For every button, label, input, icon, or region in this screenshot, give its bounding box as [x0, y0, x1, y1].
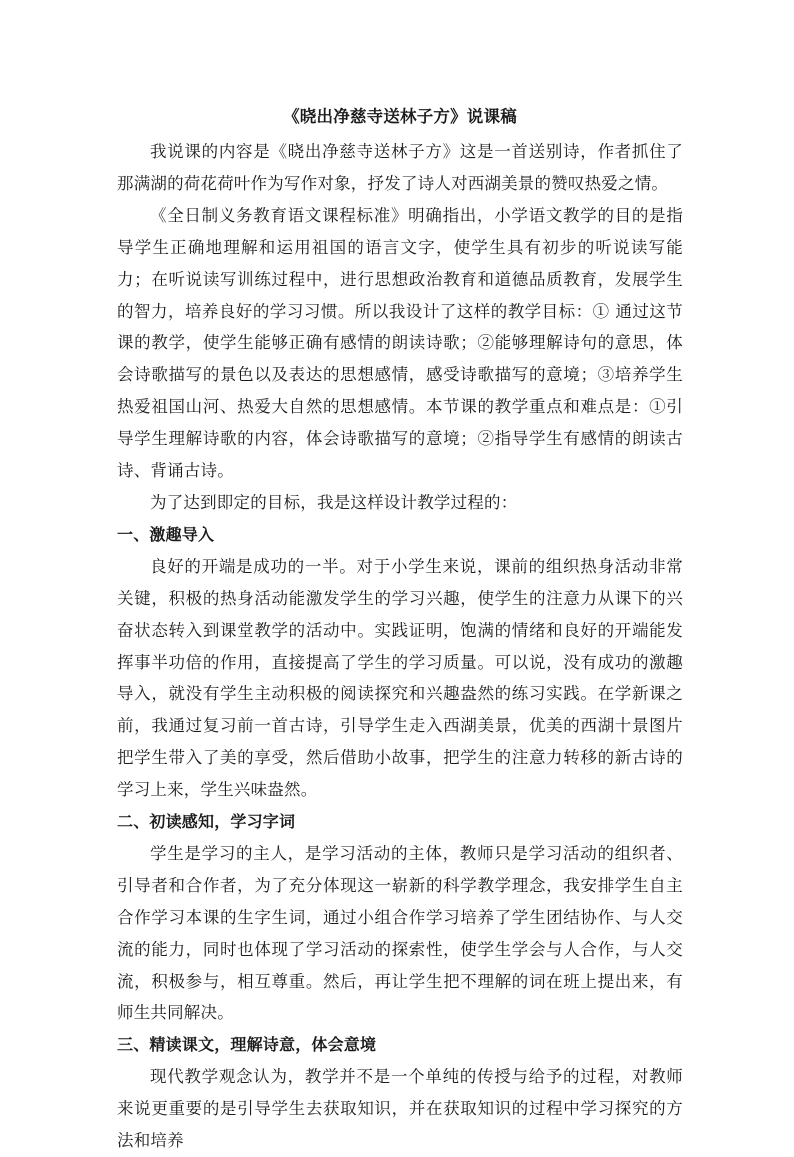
intro-paragraph-1: 我说课的内容是《晓出净慈寺送林子方》这是一首送别诗，作者抓住了那满湖的荷花荷叶作为写作对象，抒发了诗人对西湖美景的赞叹热爱之情。 — [117, 142, 683, 193]
section-paragraph-3: 现代教学观念认为，教学并不是一个单纯的传授与给予的过程，对教师来说更重要的是引导学生去获取知识，并在获取知识的过程中学习探究的方法和培养 — [117, 1067, 683, 1151]
section-paragraph-1: 良好的开端是成功的一半。对于小学生来说，课前的组织热身活动非常关键，积极的热身活动能激发学生的学习兴趣，使学生的注意力从课下的兴奋状态转入到课堂教学的活动中。实践证明，饱满的情绪和良好的开端能发挥事半功倍的作用，直接提高了学生的学习质量。可以说，没有成功的激趣导入，就没有学生主动积极的阅读探究和兴趣盎然的练习实践。在学新课之前，我通过复习前一首古诗，引导学生走入西湖美景，优美的西湖十景图片把学生带入了美的享受，然后借助小故事，把学生的注意力转移的新古诗的学习上来，学生兴味盎然。 — [117, 556, 683, 800]
intro-paragraph-3: 为了达到即定的目标，我是这样设计教学过程的： — [150, 492, 518, 512]
intro-paragraph-2: 《全日制义务教育语文课程标准》明确指出，小学语文教学的目的是指导学生正确地理解和运用祖国的语言文字，使学生具有初步的听说读写能力；在听说读写训练过程中，进行思想政治教育和道德品质教育，发展学生的智力，培养良好的学习习惯。所以我设计了这样的教学目标：① 通过这节课的教学，使学生能够正确有感情的朗读诗歌；②能够理解诗句的意思，体会诗歌描写的景色以及表达的思想感情，感受诗歌描写的意境；③培养学生热爱祖国山河、热爱大自然的思想感情。本节课的教学重点和难点是：①引导学生理解诗歌的内容，体会诗歌描写的意境；②指导学生有感情的朗读古诗、背诵古诗。 — [117, 205, 683, 481]
section-heading-2: 二、初读感知，学习字词 — [117, 812, 296, 832]
section-heading-3: 三、精读课文，理解诗意，体会意境 — [117, 1035, 377, 1055]
section-paragraph-2: 学生是学习的主人，是学习活动的主体，教师只是学习活动的组织者、引导者和合作者，为了充分体现这一崭新的科学教学理念，我安排学生自主合作学习本课的生字生词，通过小组合作学习培养了学生团结协作、与人交流的能力，同时也体现了学习活动的探索性，使学生学会与人合作，与人交流，积极参与，相互尊重。然后，再让学生把不理解的词在班上提出来，有师生共同解决。 — [117, 843, 683, 1023]
section-heading-1: 一、激趣导入 — [117, 524, 215, 544]
document-body — [117, 100, 683, 1157]
document-title: 《晓出净慈寺送林子方》说课稿 — [283, 107, 517, 126]
